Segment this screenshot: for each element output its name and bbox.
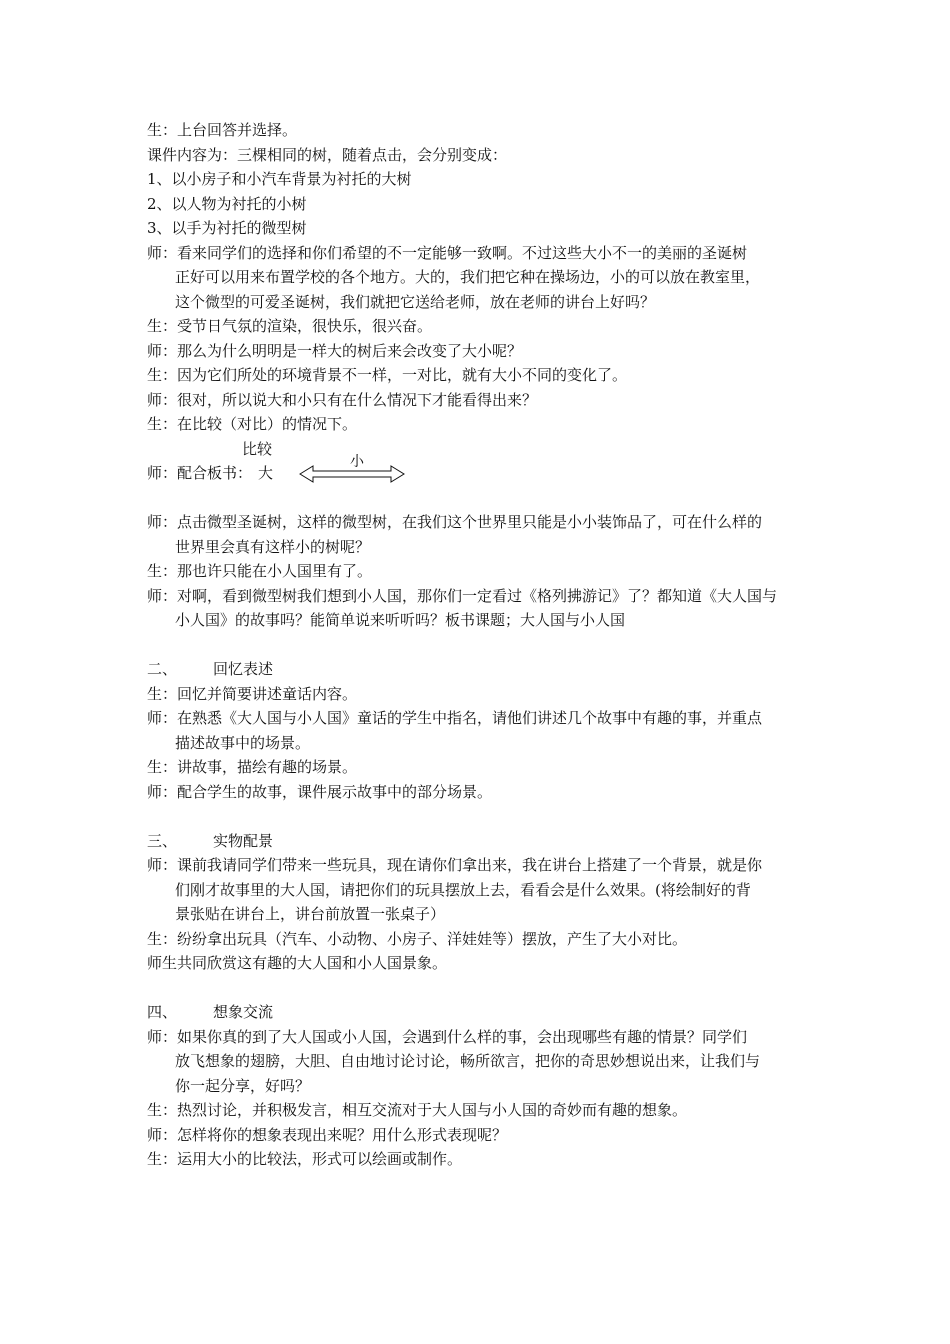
text-line: 师：很对，所以说大和小只有在什么情况下才能看得出来？ bbox=[147, 390, 538, 409]
board-small: 小 bbox=[350, 454, 364, 470]
text-line: 小人国》的故事吗？能简单说来听听吗？板书课题；大人国与小人国 bbox=[175, 611, 626, 629]
text-line: 生：热烈讨论，并积极发言，相互交流对于大人国与小人国的奇妙而有趣的想象。 bbox=[147, 1101, 688, 1119]
text-line: 师：看来同学们的选择和你们希望的不一定能够一致啊。不过这些大小不一的美丽的圣诞树 bbox=[147, 243, 748, 262]
text-line: 生：那也许只能在小人国里有了。 bbox=[147, 562, 373, 580]
section-number: 三、 bbox=[147, 831, 178, 850]
text-line: 师：配合学生的故事，课件展示故事中的部分场景。 bbox=[147, 782, 493, 801]
text-line: 生：在比较（对比）的情况下。 bbox=[147, 415, 358, 433]
text-line: 师：在熟悉《大人国与小人国》童话的学生中指名，请他们讲述几个故事中有趣的事，并重点 bbox=[147, 709, 763, 727]
text-line: 2、以人物为衬托的小树 bbox=[147, 194, 307, 213]
text-line: 生：受节日气氛的渲染，很快乐，很兴奋。 bbox=[147, 317, 433, 335]
text-line: 3、以手为衬托的微型树 bbox=[147, 219, 307, 237]
text-line: 课件内容为：三棵相同的树，随着点击，会分别变成： bbox=[147, 145, 508, 164]
board-compare-label: 比较 bbox=[242, 439, 273, 458]
section-title: 回忆表述 bbox=[213, 660, 274, 678]
text-line: 师：如果你真的到了大人国或小人国，会遇到什么样的事，会出现哪些有趣的情景？同学们 bbox=[147, 1027, 748, 1046]
text-line: 正好可以用来布置学校的各个地方。大的，我们把它种在操场边，小的可以放在教室里， bbox=[175, 268, 761, 286]
text-line: 师：怎样将你的想象表现出来呢？用什么形式表现呢？ bbox=[147, 1125, 508, 1144]
board-big: 大 bbox=[258, 464, 274, 482]
text-line: 世界里会真有这样小的树呢？ bbox=[175, 537, 371, 556]
text-line: 1、以小房子和小汽车背景为衬托的大树 bbox=[147, 170, 412, 188]
section-number: 二、 bbox=[147, 660, 178, 678]
text-line: 们刚才故事里的大人国，请把你们的玩具摆放上去，看看会是什么效果。(将绘制好的背 bbox=[175, 880, 751, 899]
text-line: 师：那么为什么明明是一样大的树后来会改变了大小呢？ bbox=[147, 341, 523, 360]
section-title: 实物配景 bbox=[213, 831, 274, 850]
text-line: 师生共同欣赏这有趣的大人国和小人国景象。 bbox=[147, 954, 448, 972]
text-line: 师：点击微型圣诞树，这样的微型树，在我们这个世界里只能是小小装饰品了，可在什么样的 bbox=[147, 513, 763, 531]
text-line: 生：上台回答并选择。 bbox=[147, 121, 298, 139]
section-heading bbox=[147, 1000, 815, 1025]
text-line: 描述故事中的场景。 bbox=[175, 733, 311, 752]
section-heading bbox=[147, 657, 815, 682]
text-line: 放飞想象的翅膀，大胆、自由地讨论讨论，畅所欲言，把你的奇思妙想说出来，让我们与 bbox=[175, 1052, 761, 1070]
section-number: 四、 bbox=[147, 1003, 178, 1021]
text-line: 生：因为它们所处的环境背景不一样，一对比，就有大小不同的变化了。 bbox=[147, 366, 628, 384]
text-line: 生：回忆并简要讲述童话内容。 bbox=[147, 684, 358, 703]
text-line: 景张贴在讲台上，讲台前放置一张桌子） bbox=[175, 905, 446, 923]
text-line: 这个微型的可爱圣诞树，我们就把它送给老师，放在老师的讲台上好吗？ bbox=[175, 292, 656, 311]
board-prefix: 师：配合板书： bbox=[147, 464, 253, 482]
board-writing bbox=[147, 454, 815, 486]
text-line: 师：对啊，看到微型树我们想到小人国，那你们一定看过《格列拂游记》了？都知道《大人国与 bbox=[147, 586, 778, 605]
text-line: 你一起分享，好吗？ bbox=[175, 1076, 311, 1095]
section-heading bbox=[147, 829, 815, 854]
text-line: 生：运用大小的比较法，形式可以绘画或制作。 bbox=[147, 1150, 463, 1168]
lesson-text bbox=[147, 118, 815, 1172]
text-line: 师：课前我请同学们带来一些玩具，现在请你们拿出来，我在讲台上搭建了一个背景，就是你 bbox=[147, 856, 763, 874]
section-title: 想象交流 bbox=[213, 1003, 274, 1021]
text-line: 生：讲故事，描绘有趣的场景。 bbox=[147, 758, 358, 776]
text-line: 生：纷纷拿出玩具（汽车、小动物、小房子、洋娃娃等）摆放，产生了大小对比。 bbox=[147, 929, 688, 948]
